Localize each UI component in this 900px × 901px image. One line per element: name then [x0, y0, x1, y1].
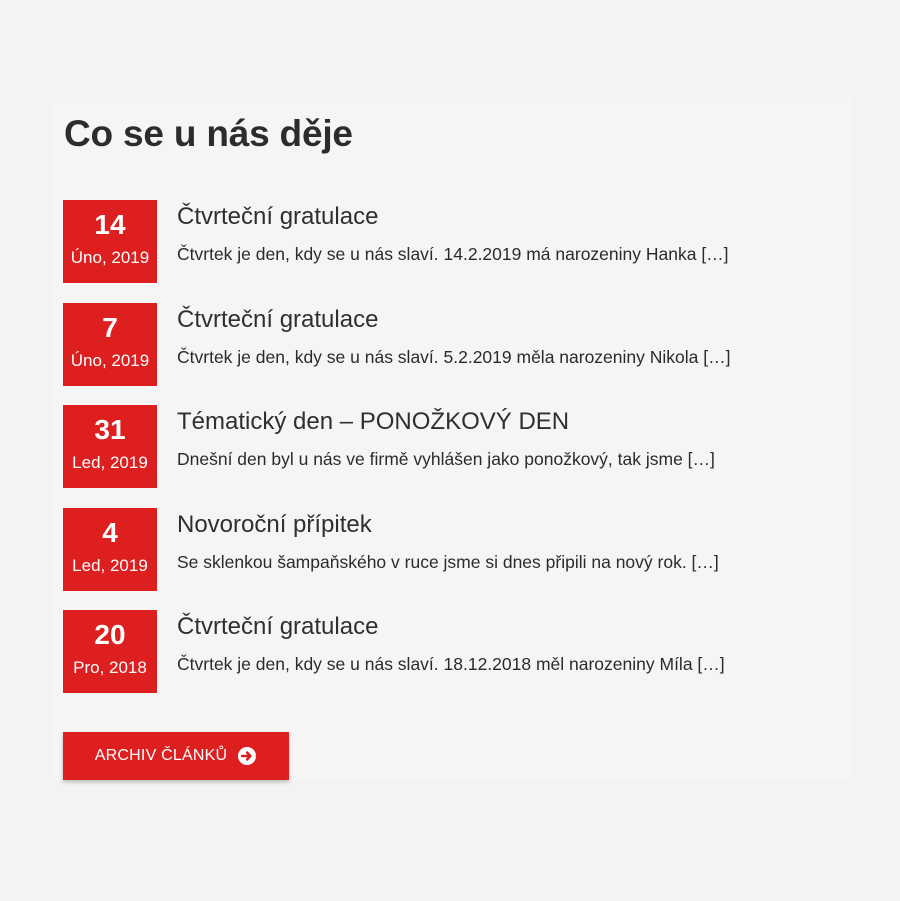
archive-button[interactable] [63, 732, 289, 780]
news-excerpt: Dnešní den byl u nás ve firmě vyhlášen jako ponožkový, tak jsme […] [177, 449, 715, 469]
news-item [63, 200, 843, 283]
archive-button-label: ARCHIV ČLÁNKŮ [94, 747, 228, 764]
date-badge[interactable] [63, 508, 157, 591]
news-title-link[interactable]: Novoroční přípitek [177, 510, 372, 538]
news-title-link[interactable]: Čtvrteční gratulace [177, 613, 379, 640]
date-month-year: Led, 2019 [72, 453, 148, 472]
news-list [63, 200, 843, 713]
date-month-year: Led, 2019 [72, 555, 148, 575]
date-day: 14 [94, 209, 126, 240]
news-title-link[interactable]: Čtvrteční gratulace [177, 203, 379, 230]
news-item [63, 303, 843, 386]
news-text [177, 508, 719, 573]
news-title-link[interactable]: Čtvrteční gratulace [177, 305, 379, 333]
news-text [177, 303, 730, 368]
date-day: 4 [102, 516, 118, 548]
news-excerpt: Se sklenkou šampaňského v ruce jsme si dnes připili na nový rok. […] [177, 551, 719, 572]
news-excerpt: Čtvrtek je den, kdy se u nás slaví. 14.2.2019 má narozeniny Hanka […] [177, 244, 729, 264]
date-month-year: Úno, 2019 [70, 350, 150, 370]
news-excerpt: Čtvrtek je den, kdy se u nás slaví. 5.2.2019 měla narozeniny Nikola […] [177, 346, 731, 367]
section-title: Co se u nás děje [64, 113, 353, 154]
date-month-year: Pro, 2018 [73, 658, 147, 677]
date-badge[interactable] [63, 303, 157, 386]
date-day: 20 [94, 619, 126, 650]
news-item [63, 610, 843, 693]
date-badge[interactable] [63, 200, 157, 283]
news-item [63, 508, 843, 591]
news-item [63, 405, 843, 488]
date-day: 7 [102, 311, 118, 343]
arrow-right-circle-icon [237, 746, 257, 766]
news-excerpt: Čtvrtek je den, kdy se u nás slaví. 18.12.2018 měl narozeniny Míla […] [177, 654, 725, 674]
date-badge[interactable] [63, 610, 157, 693]
news-title-link[interactable]: Tématický den – PONOŽKOVÝ DEN [177, 408, 570, 435]
date-badge[interactable] [63, 405, 157, 488]
news-text [177, 405, 715, 470]
date-day: 31 [94, 414, 126, 445]
news-text [177, 610, 725, 675]
date-month-year: Úno, 2019 [70, 248, 150, 267]
news-text [177, 200, 729, 265]
